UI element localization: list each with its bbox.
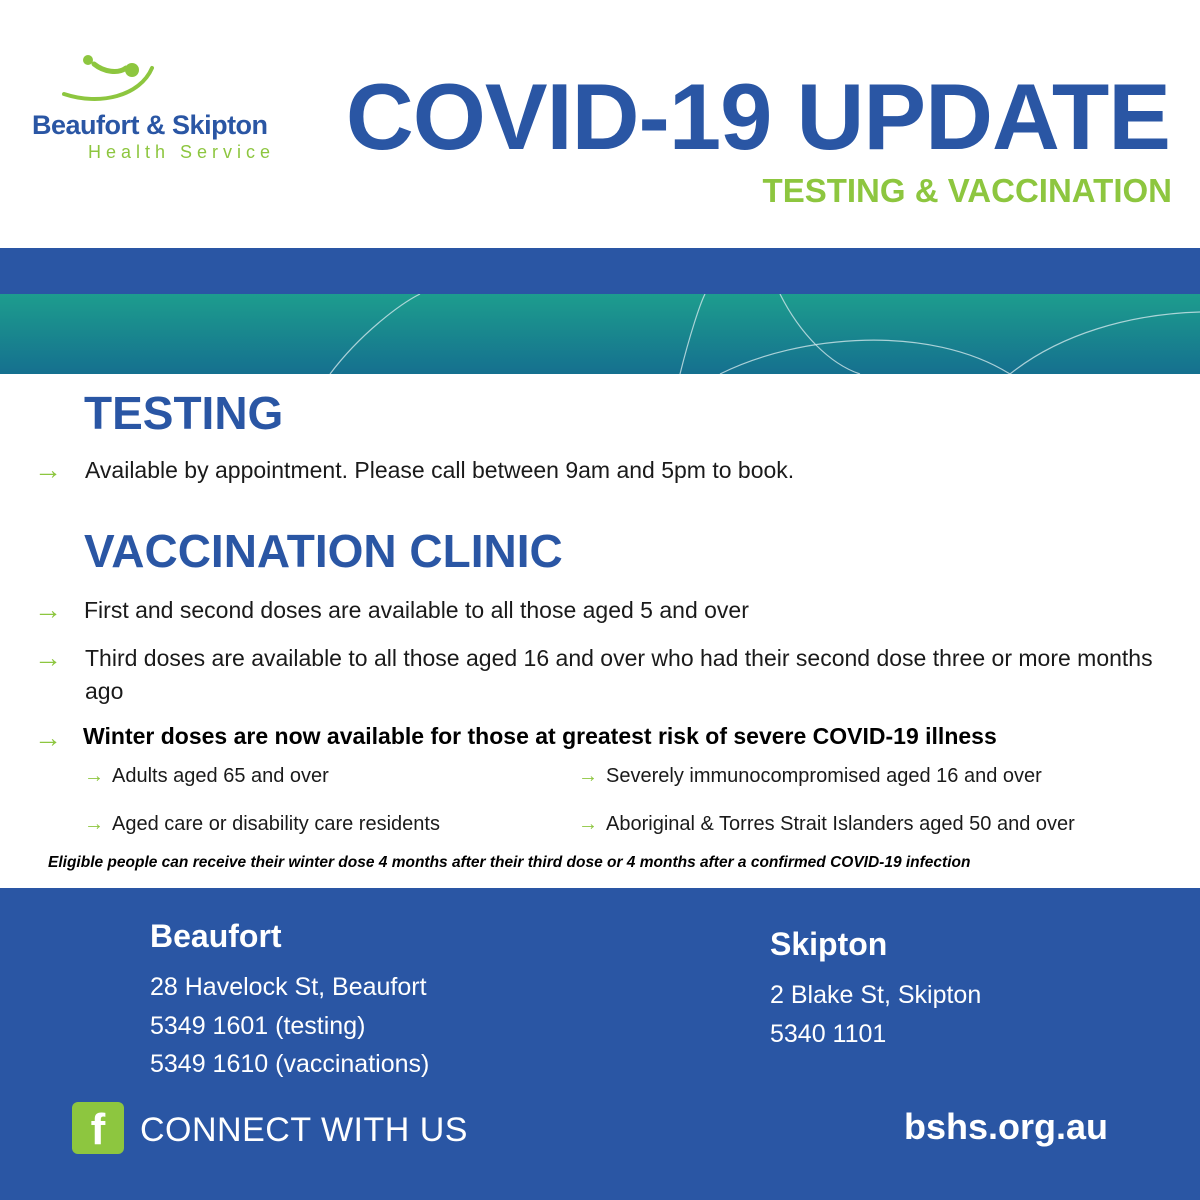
arrow-icon: → [578,765,598,787]
logo-name-part2: Skipton [172,110,268,140]
sub-item: Adults aged 65 and over [112,765,329,787]
vaccination-bullet-1: First and second doses are available to all those aged 5 and over [84,597,749,623]
location-line: 5349 1601 (testing) [150,1012,366,1040]
teal-wave-banner [0,294,1200,374]
sub-item: Severely immunocompromised aged 16 and over [606,765,1042,787]
eligibility-note: Eligible people can receive their winter dose 4 months after their third dose or 4 months after a confirmed COVID-19 infection [48,854,971,871]
arrow-icon: → [34,642,62,673]
arrow-icon: → [84,813,104,835]
logo-name-part1: Beaufort [32,110,140,140]
arrow-icon: → [34,594,62,625]
logo-name [32,110,268,141]
website-link[interactable]: bshs.org.au [903,1106,1108,1147]
location-line: 28 Havelock St, Beaufort [150,973,427,1001]
arrow-icon: → [578,813,598,835]
location-line: 2 Blake St, Skipton [770,981,982,1009]
location-title-skipton: Skipton [770,926,888,962]
vaccination-bullet-3: Winter doses are now available for those at greatest risk of severe COVID-19 illness [83,723,997,749]
location-line: 5349 1610 (vaccinations) [150,1050,430,1078]
connect-with-us-link[interactable]: CONNECT WITH US [140,1111,468,1149]
testing-bullet: Available by appointment. Please call between 9am and 5pm to book. [85,457,795,483]
arrow-icon: → [84,765,104,787]
arrow-icon: → [34,454,62,485]
logo-name-amp: & [146,110,166,140]
page-subtitle: TESTING & VACCINATION [762,172,1172,209]
facebook-icon[interactable]: f [72,1102,124,1154]
page-title: COVID-19 UPDATE [345,64,1170,169]
vaccination-bullet-2: Third doses are available to all those aged 16 and over who had their second dose three or more months ago [85,645,1153,704]
logo-figure-icon [60,50,160,106]
testing-heading: TESTING [84,387,284,439]
location-title-beaufort: Beaufort [150,918,282,954]
arrow-icon: → [34,722,62,753]
vaccination-heading: VACCINATION CLINIC [84,525,563,577]
sub-item: Aged care or disability care residents [112,813,440,835]
sub-item: Aboriginal & Torres Strait Islanders aged 50 and over [606,813,1075,835]
location-line: 5340 1101 [770,1020,887,1048]
blue-band [0,248,1200,294]
logo-tagline: Health Service [88,142,276,162]
